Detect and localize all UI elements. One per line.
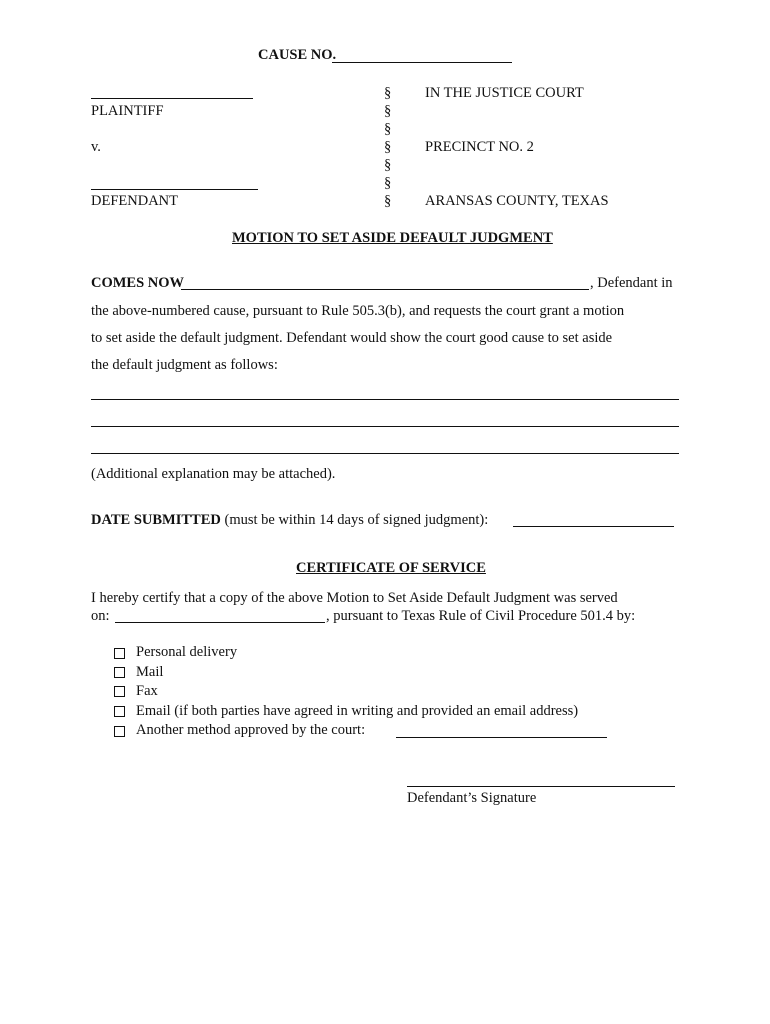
motion-body-line: the above-numbered cause, pursuant to Rule 505.3(b), and requests the court grant a motion [91,303,625,319]
precinct-number: PRECINCT NO. 2 [425,139,534,155]
other-method-field[interactable] [396,737,607,738]
plaintiff-name-field[interactable] [91,98,253,99]
defendant-label: DEFENDANT [91,193,178,209]
plaintiff-label: PLAINTIFF [91,103,164,119]
section-symbol: § [384,103,392,119]
fax-checkbox[interactable] [114,686,125,697]
other-method-checkbox[interactable] [114,726,125,737]
certificate-line: I hereby certify that a copy of the above Motion to Set Aside Default Judgment was served [91,590,618,606]
comes-now-label: COMES NOW [91,275,185,291]
cause-no-label: CAUSE NO. [258,47,337,63]
section-symbol: § [384,175,392,191]
option-label: Mail [136,664,164,680]
motion-title: MOTION TO SET ASIDE DEFAULT JUDGMENT [232,230,553,246]
email-checkbox[interactable] [114,706,125,717]
certificate-title: CERTIFICATE OF SERVICE [296,560,486,576]
date-submitted-field[interactable] [513,526,674,527]
signature-line[interactable] [407,786,675,787]
explanation-line[interactable] [91,453,679,454]
section-symbol: § [384,157,392,173]
explanation-line[interactable] [91,426,679,427]
date-submitted-note: (must be within 14 days of signed judgment): [220,512,489,528]
defendant-in-text: , Defendant in [590,275,673,291]
additional-explanation-note: (Additional explanation may be attached). [91,466,336,482]
section-symbol: § [384,121,392,137]
served-on-label: on: [91,608,110,624]
explanation-line[interactable] [91,399,679,400]
motion-body-line: to set aside the default judgment. Defendant would show the court good cause to set aside [91,330,613,346]
date-submitted-row [91,512,488,529]
court-name: IN THE JUSTICE COURT [425,85,584,101]
defendant-name-body-field[interactable] [181,289,589,290]
served-on-field[interactable] [115,622,325,623]
section-symbol: § [384,139,392,155]
signature-label: Defendant’s Signature [407,790,537,806]
date-submitted-label: DATE SUBMITTED [91,512,221,528]
option-label: Another method approved by the court: [136,722,366,738]
mail-checkbox[interactable] [114,667,125,678]
certificate-line-rest: , pursuant to Texas Rule of Civil Procedure 501.4 by: [326,608,636,624]
option-label: Fax [136,683,158,699]
section-symbol: § [384,193,392,209]
option-label: Email (if both parties have agreed in writing and provided an email address) [136,703,579,719]
cause-no-field[interactable] [332,62,512,63]
option-label: Personal delivery [136,644,238,660]
versus-label: v. [91,139,101,155]
section-symbol: § [384,85,392,101]
personal-delivery-checkbox[interactable] [114,648,125,659]
motion-body-line: the default judgment as follows: [91,357,278,373]
county-state: ARANSAS COUNTY, TEXAS [425,193,609,209]
defendant-name-field[interactable] [91,189,258,190]
